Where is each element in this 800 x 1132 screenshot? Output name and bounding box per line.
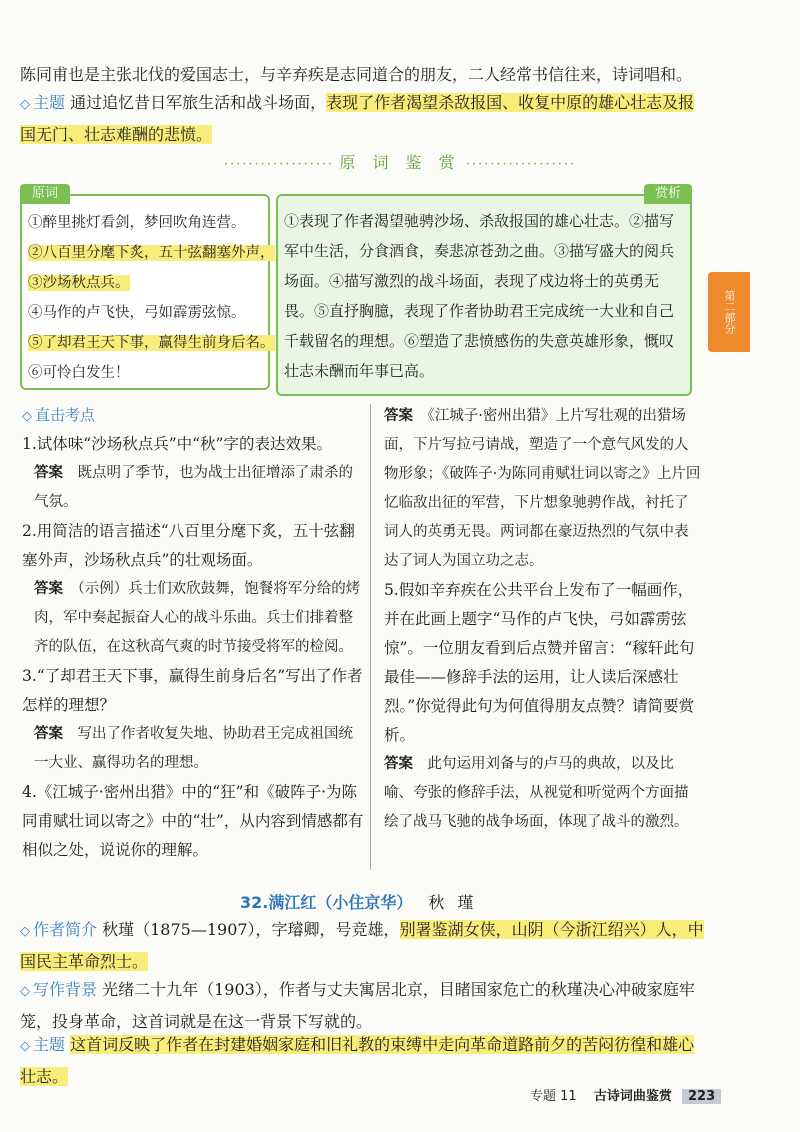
theme-paragraph-2: ◇ 主题 这首词反映了作者在封建婚姻家庭和旧礼教的束缚中走向革命道路前夕的苦闷彷徨和雄心壮志。: [20, 1035, 695, 1086]
question-5: 5.假如辛弃疾在公共平台上发布了一幅画作，并在此画上题字“马作的卢飞快，弓如霹雳弦惊”。一位朋友看到后点赞并留言：“稼轩此句最佳——修辞手法的运用，让人读后深感壮烈。”你觉得此句为何值得朋友点赞？请简要赏析。: [384, 581, 695, 744]
answer-5: 答案 此句运用刘备与的卢马的典故，以及比喻、夸张的修辞手法，从视觉和听觉两个方面描绘了战马飞驰的战争场面，体现了战斗的激烈。: [384, 756, 689, 830]
footer-section: 古诗词曲鉴赏: [593, 1089, 672, 1104]
exam-column-left: [22, 402, 364, 865]
answer-1: 答案 既点明了季节，也为战士出征增添了肃杀的气氛。: [34, 465, 353, 510]
answer-3: 答案 写出了作者收复失地、协助君王完成祖国统一大业、赢得功名的理想。: [34, 726, 353, 771]
writing-background: ◇ 写作背景 光绪二十九年（1903），作者与丈夫寓居北京，目睹国家危亡的秋瑾决心冲破家庭牢笼，投身革命，这首词就是在这一背景下写就的。: [20, 980, 695, 1031]
poem-title: 32.满江红（小住京华） 秋 瑾: [240, 893, 478, 912]
theme-paragraph-1: [20, 88, 710, 150]
theme-highlight: 表现了作者渴望杀敌报国、收复中原的雄心壮志及报国无门、壮志难酬的悲愤。: [20, 93, 695, 144]
original-line: ④马作的卢飞快，弓如霹雳弦惊。: [28, 305, 246, 321]
exam-heading: ◇ 直击考点: [22, 406, 96, 424]
appreciation-heading: ·················· 原 词 鉴 赏 ··················: [223, 153, 577, 172]
diamond-icon: ◇: [20, 984, 30, 999]
original-line: ⑤了却君王天下事，赢得生前身后名。: [28, 335, 275, 351]
theme-label: 主题: [33, 93, 66, 112]
appreciation-title: 原 词 鉴 赏: [339, 153, 461, 172]
section-side-tab: 第二部分: [708, 272, 750, 352]
column-divider: [370, 404, 371, 870]
footer-topic: 专题 11: [530, 1089, 577, 1104]
analysis-text: ①表现了作者渴望驰骋沙场、杀敌报国的雄心壮志。②描写军中生活，分食酒食，奏悲凉苍劲之曲。③描写盛大的阅兵场面。④描写激烈的战斗场面，表现了戍边将士的英勇无畏。⑤直抒胸臆，表现了作者协助君王完成统一大业和自己千载留名的理想。⑥塑造了悲愤感伤的失意英雄形象，慨叹壮志未酬而年事已高。: [284, 212, 675, 380]
question-1: 1.试体味“沙场秋点兵”中“秋”字的表达效果。: [22, 435, 332, 453]
original-line: ⑥可怜白发生！: [28, 365, 130, 381]
analysis-tab: 赏析: [644, 184, 692, 204]
diamond-icon: ◇: [20, 1039, 30, 1054]
page-number: 223: [682, 1089, 721, 1104]
diamond-icon: ◇: [22, 409, 32, 424]
original-line: ②八百里分麾下炙，五十弦翻塞外声，: [28, 245, 275, 261]
original-tab: 原词: [20, 184, 70, 204]
intro-line: 陈同甫也是主张北伐的爱国志士，与辛弃疾是志同道合的朋友，二人经常书信往来，诗词唱和。: [20, 65, 693, 84]
original-line: ①醉里挑灯看剑，梦回吹角连营。: [28, 215, 246, 231]
diamond-icon: ◇: [20, 924, 30, 939]
question-4: 4.《江城子·密州出猎》中的“狂”和《破阵子·为陈同甫赋壮词以寄之》中的“壮”，从内容到情感都有相似之处，说说你的理解。: [22, 783, 364, 859]
author-intro: ◇ 作者简介 秋瑾（1875—1907），字璿卿，号竞雄，别署鉴湖女侠，山阴（今浙江绍兴）人，中国民主革命烈士。: [20, 920, 704, 971]
theme-plain: 通过追忆昔日军旅生活和战斗场面，: [70, 93, 327, 112]
page-footer: [530, 1086, 760, 1108]
exam-column-right: [384, 402, 702, 837]
question-2: 2.用简洁的语言描述“八百里分麾下炙，五十弦翻塞外声，沙场秋点兵”的壮观场面。: [22, 522, 355, 569]
original-lines: [28, 208, 275, 388]
diamond-icon: ◇: [20, 97, 30, 112]
original-line: ③沙场秋点兵。: [28, 275, 130, 291]
answer-2: 答案 （示例）兵士们欢欣鼓舞，饱餐将军分给的烤肉，军中奏起振奋人心的战斗乐曲。兵士们排着整齐的队伍，在这秋高气爽的时节接受将军的检阅。: [34, 581, 361, 655]
answer-4: 答案 《江城子·密州出猎》上片写壮观的出猎场面，下片写拉弓请战，塑造了一个意气风发的人物形象；《破阵子·为陈同甫赋壮词以寄之》上片回忆临敌出征的军营，下片想象驰骋作战，衬托了词人的英勇无畏。两词都在豪迈热烈的气氛中表达了词人为国立功之志。: [384, 408, 701, 569]
question-3: 3.“了却君王天下事，赢得生前身后名”写出了作者怎样的理想？: [22, 667, 363, 714]
